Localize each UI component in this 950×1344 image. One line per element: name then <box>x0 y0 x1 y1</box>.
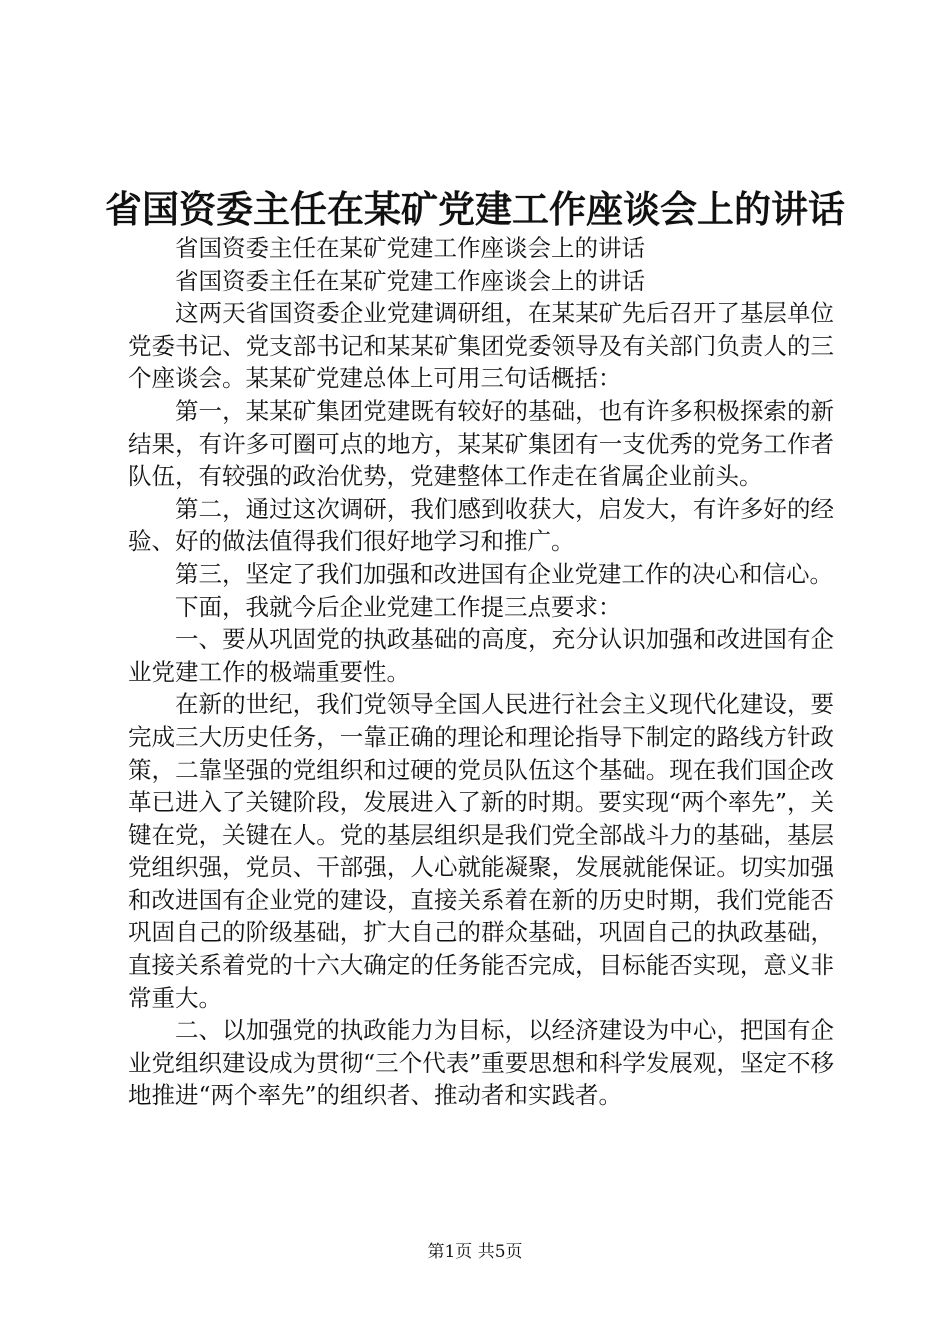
body-paragraph: 省国资委主任在某矿党建工作座谈会上的讲话 <box>175 234 645 262</box>
document-body <box>128 232 834 1112</box>
document-title: 省国资委主任在某矿党建工作座谈会上的讲话 <box>105 187 845 231</box>
body-paragraph: 第三，坚定了我们加强和改进国有企业党建工作的决心和信心。 <box>175 559 833 588</box>
body-paragraph: 在新的世纪，我们党领导全国人民进行社会主义现代化建设，要完成三大历史任务，一靠正确的理论和理论指导下制定的路线方针政策，二靠坚强的党组织和过硬的党员队伍这个基础。现在我们国企改革已进入了关键阶段，发展进入了新的时期。要实现“两个率先”，关键在党，关键在人。党的基层组织是我们党全部战斗力的基础，基层党组织强，党员、干部强，人心就能凝聚，发展就能保证。切实加强和改进国有企业党的建设，直接关系着在新的历史时期，我们党能否巩固自己的阶级基础，扩大自己的群众基础，巩固自己的执政基础，直接关系着党的十六大确定的任务能否完成，目标能否实现，意义非常重大。 <box>128 690 834 1012</box>
section-heading: 二、以加强党的执政能力为目标，以经济建设为中心，把国有企业党组织建设成为贯彻“三个代表”重要思想和科学发展观，坚定不移地推进“两个率先”的组织者、推动者和实践者。 <box>128 1016 834 1110</box>
body-paragraph: 第二，通过这次调研，我们感到收获大，启发大，有许多好的经验、好的做法值得我们很好地学习和推广。 <box>128 494 834 556</box>
body-paragraph: 这两天省国资委企业党建调研组，在某某矿先后召开了基层单位党委书记、党支部书记和某某矿集团党委领导及有关部门负责人的三个座谈会。某某矿党建总体上可用三句话概括： <box>128 299 834 393</box>
body-paragraph: 第一，某某矿集团党建既有较好的基础，也有许多积极探索的新结果，有许多可圈可点的地方，某某矿集团有一支优秀的党务工作者队伍，有较强的政治优势，党建整体工作走在省属企业前头。 <box>128 396 834 491</box>
section-heading: 一、要从巩固党的执政基础的高度，充分认识加强和改进国有企业党建工作的极端重要性。 <box>128 625 834 686</box>
body-paragraph: 省国资委主任在某矿党建工作座谈会上的讲话 <box>175 266 645 295</box>
body-paragraph: 下面，我就今后企业党建工作提三点要求： <box>175 592 622 621</box>
page-footer: 第1页 共5页 <box>427 1242 523 1262</box>
